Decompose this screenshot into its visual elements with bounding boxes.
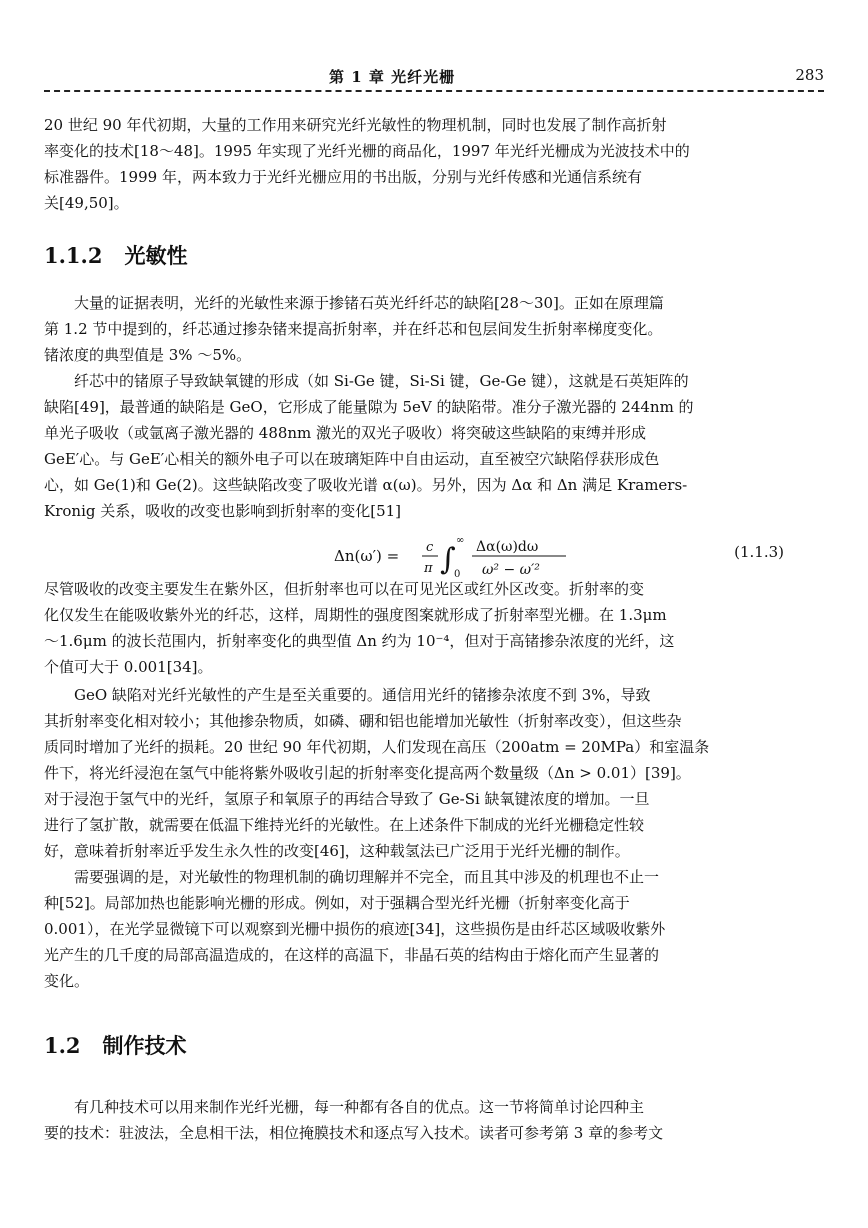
text-line: 其折射率变化相对较小；其他掺杂物质，如磷、硼和铝也能增加光敏性（折射率改变），但这些杂 bbox=[44, 712, 682, 730]
equation-lhs: Δn(ω′) = bbox=[334, 547, 400, 565]
paragraph-6 bbox=[44, 1094, 824, 1146]
integral-upper-limit: ∞ bbox=[456, 535, 465, 546]
text-line: 种[52]。局部加热也能影响光栅的形成。例如，对于强耦合型光纤光栅（折射率变化高于 bbox=[44, 894, 630, 912]
page-number: 283 bbox=[795, 66, 824, 84]
coefficient-numerator: c bbox=[426, 540, 434, 555]
fraction-numerator: Δα(ω)dω bbox=[476, 539, 539, 555]
paragraph-3 bbox=[44, 576, 824, 680]
text-line: Kronig 关系，吸收的改变也影响到折射率的变化[51] bbox=[44, 502, 402, 520]
text-line: 尽管吸收的改变主要发生在紫外区，但折射率也可以在可见光区或红外区改变。折射率的变 bbox=[44, 580, 645, 598]
text-line: 单光子吸收（或氩离子激光器的 488nm 激光的双光子吸收）将突破这些缺陷的束缚并形成 bbox=[44, 424, 647, 442]
text-line: 标准器件。1999 年，两本致力于光纤光栅应用的书出版，分别与光纤传感和光通信系统有 bbox=[44, 168, 642, 186]
header-rule bbox=[44, 90, 824, 92]
equation-number: (1.1.3) bbox=[734, 543, 784, 561]
paragraph-2 bbox=[44, 368, 824, 524]
text-line: 锗浓度的典型值是 3% ～5%。 bbox=[44, 346, 252, 364]
text-line: 需要强调的是，对光敏性的物理机制的确切理解并不完全，而且其中涉及的机理也不止一 bbox=[74, 868, 660, 886]
text-line: 20 世纪 90 年代初期，大量的工作用来研究光纤光敏性的物理机制，同时也发展了制作高折射 bbox=[44, 116, 667, 134]
text-line: 大量的证据表明，光纤的光敏性来源于掺锗石英光纤纤芯的缺陷[28～30]。正如在原理篇 bbox=[74, 294, 664, 312]
running-header bbox=[44, 64, 824, 92]
text-line: GeO 缺陷对光纤光敏性的产生是至关重要的。通信用光纤的锗掺杂浓度不到 3%，导致 bbox=[74, 686, 651, 704]
text-line: 缺陷[49]，最普通的缺陷是 GeO，它形成了能量隙为 5eV 的缺陷带。准分子激光器的 244nm 的 bbox=[44, 398, 694, 416]
chapter-title: 第 1 章 光纤光栅 bbox=[329, 68, 456, 86]
text-line: 件下，将光纤浸泡在氢气中能将紫外吸收引起的折射率变化提高两个数量级（Δn > 0.01）[39]。 bbox=[44, 764, 691, 782]
text-line: 心，如 Ge(1)和 Ge(2)。这些缺陷改变了吸收光谱 α(ω)。另外，因为 Δα 和 Δn 满足 Kramers- bbox=[44, 476, 688, 494]
text-line: 好，意味着折射率近乎发生永久性的改变[46]，这种载氢法已广泛用于光纤光栅的制作。 bbox=[44, 842, 630, 860]
intro-paragraph bbox=[44, 112, 824, 216]
text-line: 关[49,50]。 bbox=[44, 194, 129, 212]
integral-sign: ∫ bbox=[440, 542, 456, 577]
text-line: 对于浸泡于氢气中的光纤，氢原子和氧原子的再结合导致了 Ge-Si 缺氧键浓度的增加。一旦 bbox=[44, 790, 650, 808]
text-line: 0.001），在光学显微镜下可以观察到光栅中损伤的痕迹[34]，这些损伤是由纤芯区域吸收紫外 bbox=[44, 920, 666, 938]
text-line: 第 1.2 节中提到的，纤芯通过掺杂锗来提高折射率，并在纤芯和包层间发生折射率梯度变化。 bbox=[44, 320, 663, 338]
paragraph-4 bbox=[44, 682, 824, 864]
section-number: 1.1.2 bbox=[44, 243, 103, 268]
text-line: 纤芯中的锗原子导致缺氧键的形成（如 Si-Ge 键，Si-Si 键，Ge-Ge 键），这就是石英矩阵的 bbox=[74, 372, 689, 390]
equation-1-1-3 bbox=[44, 531, 824, 581]
section-number: 1.2 bbox=[44, 1033, 81, 1058]
text-line: GeE′心。与 GeE′心相关的额外电子可以在玻璃矩阵中自由运动，直至被空穴缺陷俘获形成色 bbox=[44, 450, 660, 468]
section-title: 光敏性 bbox=[124, 243, 188, 268]
fraction-denominator: ω² − ω′² bbox=[482, 562, 540, 578]
section-title: 制作技术 bbox=[102, 1033, 187, 1058]
text-line: 变化。 bbox=[44, 972, 90, 990]
section-heading-1-1-2 bbox=[44, 240, 187, 270]
text-line: 质同时增加了光纤的损耗。20 世纪 90 年代初期，人们发现在高压（200atm = 20MPa）和室温条 bbox=[44, 738, 710, 756]
text-line: 要的技术：驻波法，全息相干法，相位掩膜技术和逐点写入技术。读者可参考第 3 章的参考文 bbox=[44, 1124, 664, 1142]
paragraph-5 bbox=[44, 864, 824, 994]
integral-lower-limit: 0 bbox=[454, 569, 461, 580]
section-heading-1-2 bbox=[44, 1030, 187, 1060]
text-line: 有几种技术可以用来制作光纤光栅，每一种都有各自的优点。这一节将简单讨论四种主 bbox=[74, 1098, 645, 1116]
coefficient-denominator: π bbox=[424, 561, 433, 576]
text-line: 化仅发生在能吸收紫外光的纤芯，这样，周期性的强度图案就形成了折射率型光栅。在 1.3μm bbox=[44, 606, 667, 624]
text-line: 个值可大于 0.001[34]。 bbox=[44, 658, 213, 676]
text-line: ～1.6μm 的波长范围内，折射率变化的典型值 Δn 约为 10⁻⁴，但对于高锗掺杂浓度的光纤，这 bbox=[44, 632, 675, 650]
paragraph-1 bbox=[44, 290, 824, 368]
text-line: 光产生的几千度的局部高温造成的，在这样的高温下，非晶石英的结构由于熔化而产生显著的 bbox=[44, 946, 660, 964]
text-line: 进行了氢扩散，就需要在低温下维持光纤的光敏性。在上述条件下制成的光纤光栅稳定性较 bbox=[44, 816, 645, 834]
text-line: 率变化的技术[18～48]。1995 年实现了光纤光栅的商品化，1997 年光纤光栅成为光波技术中的 bbox=[44, 142, 690, 160]
equation-formula bbox=[334, 531, 594, 581]
